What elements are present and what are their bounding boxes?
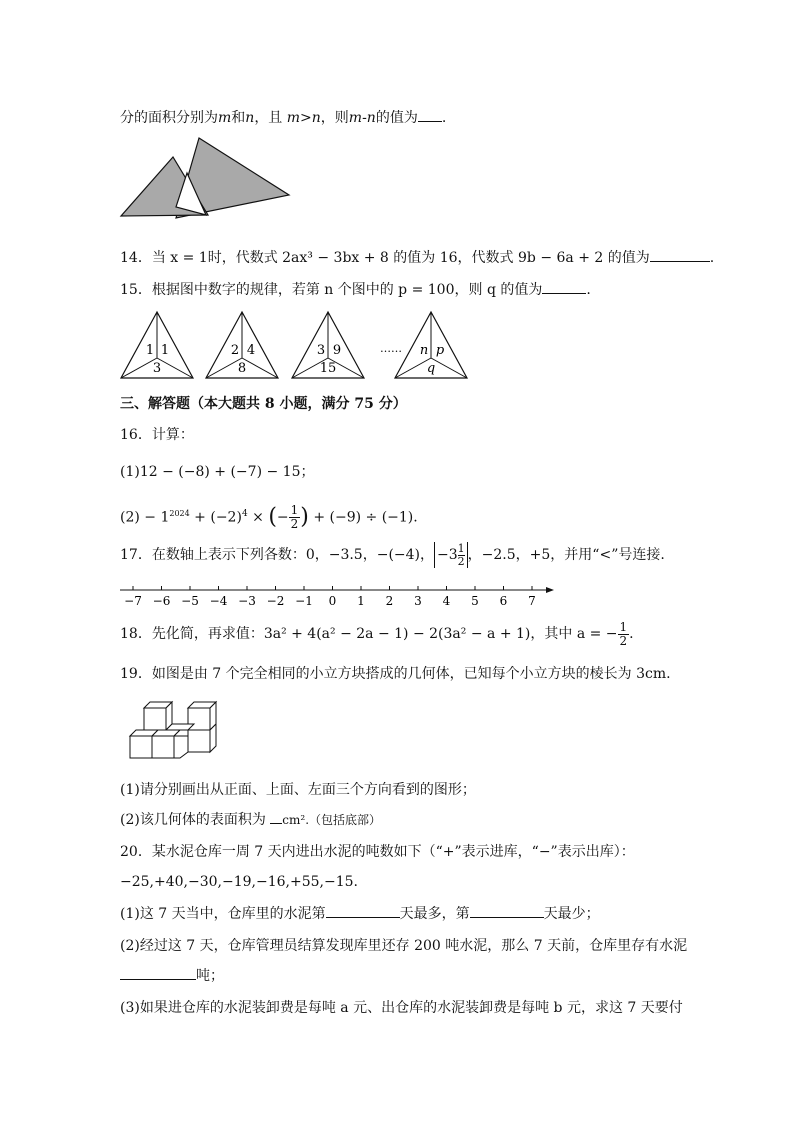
fraction-numerator: 1 <box>619 619 628 634</box>
q14-period: . <box>709 250 715 266</box>
q20-data: −25,+40,−30,−19,−16,+55,−15. <box>120 874 358 890</box>
q20-part-2-cont <box>120 966 224 986</box>
number-line-tick-label: −1 <box>295 594 313 608</box>
q17-text: ，−2.5，+5，并用“<”号连接. <box>467 547 665 563</box>
minus-sign: − <box>276 509 289 526</box>
number-line-tick-label: 5 <box>471 594 479 608</box>
number-line-ticks <box>124 586 536 608</box>
q13-expression: m-n <box>348 110 376 126</box>
q16-exponent: 4 <box>241 509 248 519</box>
q17-line <box>120 542 665 568</box>
cube-front <box>174 736 188 758</box>
q16-label: 16．计算： <box>120 427 194 443</box>
q19-part-1: (1)请分别画出从正面、上面、左面三个方向看到的图形； <box>120 782 476 798</box>
section-title: 三、解答题（本大题共 8 小题，满分 75 分） <box>120 396 407 412</box>
q13-text: ，则 <box>320 110 349 126</box>
pattern-3-bottom: 15 <box>319 361 337 376</box>
pattern-n-right: p <box>435 343 445 358</box>
q18-text: 18．先化简，再求值：3a² + 4(a² − 2a − 1) − 2(3a² − a + 1)，其中 a = − <box>120 626 618 642</box>
mixed-whole: 3 <box>448 547 458 563</box>
pattern-triangle-n <box>395 312 467 378</box>
pattern-1-right: 1 <box>160 343 170 358</box>
pattern-ellipsis: …… <box>380 342 402 355</box>
q13-text: ，且 <box>254 110 283 126</box>
q17-text: 17．在数轴上表示下列各数：0，−3.5，−(−4)， <box>120 547 435 563</box>
q19-text: 19．如图是由 7 个完全相同的小立方块搭成的几何体，已知每个小立方块的棱长为 3cm. <box>120 666 671 682</box>
q13-condition: m>n <box>286 110 321 126</box>
q13-period: . <box>441 110 447 126</box>
number-line-arrow <box>546 587 554 593</box>
cube-front <box>188 730 210 752</box>
number-line-tick-label: 6 <box>499 594 508 608</box>
number-line-tick-label: −2 <box>266 594 285 608</box>
pattern-triangle-2 <box>206 312 278 378</box>
fraction-denominator: 2 <box>457 554 465 568</box>
pattern-1-left: 1 <box>145 343 155 358</box>
q15-period: . <box>586 282 591 298</box>
q20-p1-text: (1)这 7 天当中，仓库里的水泥第 <box>120 906 326 922</box>
q13-text: 的值为 <box>375 110 418 126</box>
q14-text: 14．当 x = 1时，代数式 2ax³ − 3bx + 8 的值为 16，代数式 9b − 6a + 2 的值为 <box>120 250 650 266</box>
pattern-3-right: 9 <box>332 343 342 358</box>
pattern-2-right: 4 <box>246 343 256 358</box>
cube-front <box>130 736 152 758</box>
pattern-n-bottom: q <box>426 361 436 376</box>
number-line-tick-label: −4 <box>209 594 228 608</box>
number-line-tick-label: 3 <box>414 594 422 608</box>
answer-blank[interactable] <box>650 249 710 262</box>
q15-triangle-pattern-figures <box>118 310 478 382</box>
fraction-numerator: 1 <box>290 503 299 518</box>
q16-p2-text: (2) − 1 <box>120 509 170 526</box>
pattern-3-left: 3 <box>316 343 326 358</box>
q13-var-m: m <box>218 110 232 126</box>
q16-part-2 <box>120 500 418 532</box>
q13-text: 分的面积分别为 <box>120 110 218 126</box>
q16-fraction <box>289 504 301 531</box>
q15-text: 15．根据图中数字的规律，若第 n 个图中的 p = 100，则 q 的值为 <box>120 282 543 298</box>
minus-sign: − <box>437 547 449 563</box>
q20-text: 20．某水泥仓库一周 7 天内进出水泥的吨数如下（“+”表示进库，“−”表示出库）： <box>120 844 635 860</box>
number-line-tick-label: −3 <box>238 594 256 608</box>
pattern-triangle-3 <box>292 312 364 378</box>
q20-part-2: (2)经过这 7 天，仓库管理员结算发现库里还存 200 吨水泥，那么 7 天前，仓库里存有水泥 <box>120 938 688 954</box>
fraction-denominator: 2 <box>290 517 299 532</box>
q13-var-n: n <box>245 110 255 126</box>
pattern-triangle-1 <box>121 312 193 378</box>
number-line-tick-label: 0 <box>328 594 337 608</box>
answer-blank[interactable] <box>326 905 400 918</box>
answer-blank[interactable] <box>542 281 586 294</box>
number-line-tick-label: −5 <box>181 594 199 608</box>
number-line-tick-label: 7 <box>528 594 536 608</box>
q20-p2-text: 吨； <box>196 968 224 984</box>
answer-blank[interactable] <box>418 109 442 122</box>
absolute-value <box>434 542 468 568</box>
q19-cubes-figure <box>128 696 228 762</box>
q16-p2-end: . <box>413 509 418 526</box>
q16-exponent: 2024 <box>169 509 190 518</box>
q19-p2-text: (2)该几何体的表面积为 <box>120 812 266 828</box>
q16-p2-text: + (−9) ÷ (−1) <box>308 509 414 526</box>
q13-line <box>120 108 446 128</box>
paren: ) <box>300 504 309 530</box>
pattern-2-bottom: 8 <box>237 361 247 376</box>
number-line-tick-label: 1 <box>357 594 365 608</box>
number-line-tick-label: −7 <box>124 594 142 608</box>
q13-overlap-triangles-figure <box>118 136 293 220</box>
q18-line <box>120 620 634 648</box>
number-line-tick-label: 4 <box>442 594 451 608</box>
q20-p1-text: 天最少； <box>543 906 600 922</box>
number-line-tick-label: −6 <box>152 594 171 608</box>
q19-part-2 <box>120 810 381 830</box>
q19-p2-unit: cm².（包括底部） <box>282 813 382 827</box>
q20-part-3: (3)如果进仓库的水泥装卸费是每吨 a 元、出仓库的水泥装卸费是每吨 b 元，求这 7 天要付 <box>120 1000 683 1016</box>
q20-p1-text: 天最多，第 <box>399 906 470 922</box>
q20-part-1 <box>120 904 600 924</box>
fraction-denominator: 2 <box>619 633 628 648</box>
answer-blank[interactable] <box>470 905 544 918</box>
number-line-tick-label: 2 <box>385 594 394 608</box>
cube-front <box>152 736 174 758</box>
q15-line <box>120 280 591 300</box>
q16-p2-text: × <box>247 509 269 526</box>
mixed-fraction <box>458 543 465 568</box>
q16-p2-text: + (−2) <box>189 509 242 526</box>
q13-and: 和 <box>231 110 246 126</box>
cube-front <box>144 708 166 730</box>
q16-part-1: (1)12 − (−8) + (−7) − 15； <box>120 464 315 480</box>
pattern-2-left: 2 <box>230 343 240 358</box>
number-line <box>118 582 558 610</box>
q14-line <box>120 248 714 268</box>
pattern-1-bottom: 3 <box>152 361 162 376</box>
answer-blank[interactable] <box>120 967 196 980</box>
q18-fraction <box>618 621 630 648</box>
paren: ( <box>268 504 277 530</box>
fraction-numerator: 1 <box>457 541 465 555</box>
answer-blank[interactable] <box>270 811 282 824</box>
q18-end: . <box>629 626 634 642</box>
pattern-n-left: n <box>419 343 429 358</box>
